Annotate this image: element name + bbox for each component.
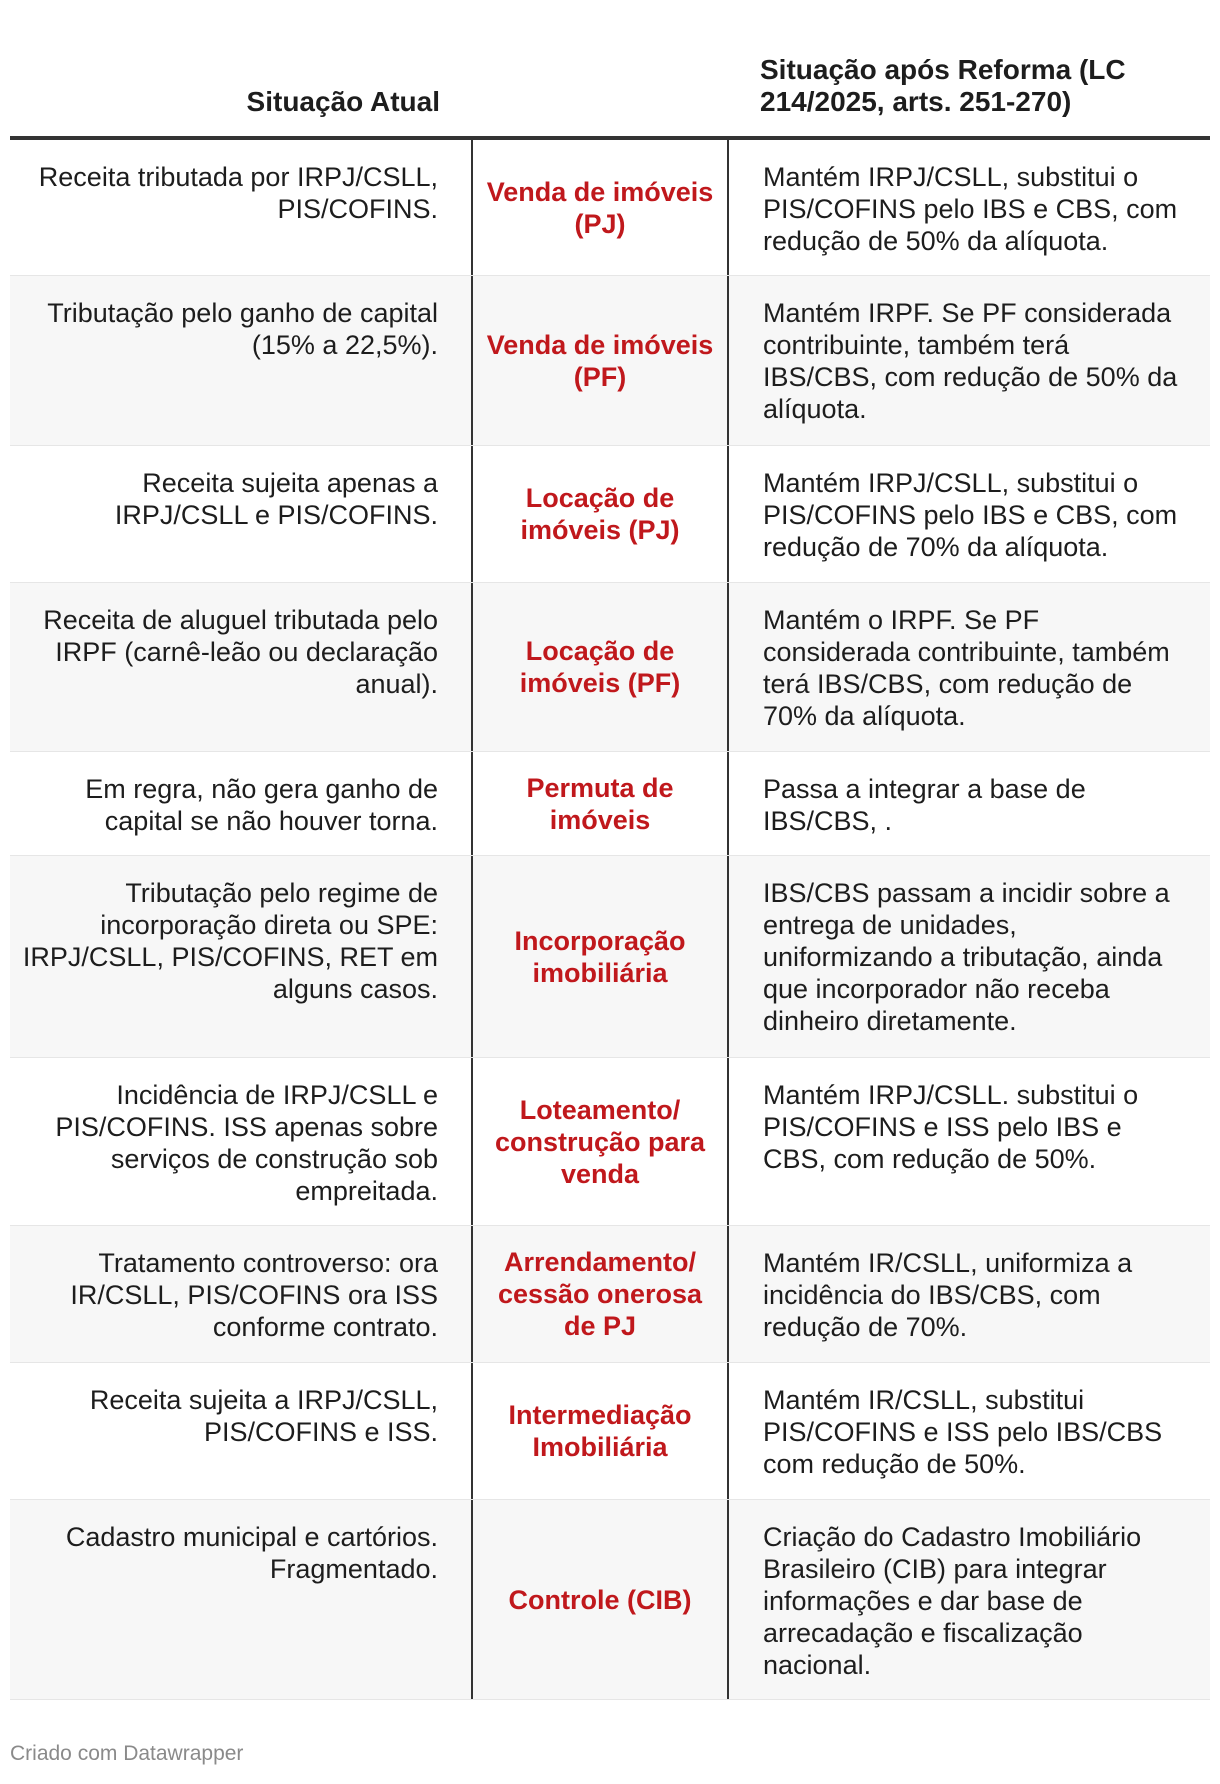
table-row (10, 1500, 1210, 1700)
after-reform-cell: Mantém o IRPF. Se PF considerada contribuinte, também terá IBS/CBS, com redução de 70% da alíquota. (763, 605, 1170, 731)
current-situation-cell: Receita tributada por IRPJ/CSLL, PIS/COFINS. (10, 140, 473, 275)
header-after-reform: Situação após Reforma (LC 214/2025, arts. 251-270) (760, 54, 1126, 117)
after-reform-cell: Mantém IRPF. Se PF considerada contribuinte, também terá IBS/CBS, com redução de 50% da alíquota. (763, 298, 1178, 424)
current-situation-cell: Tributação pelo regime de incorporação direta ou SPE: IRPJ/CSLL, PIS/COFINS, RET em alguns casos. (10, 856, 473, 1057)
category-cell: Permuta de imóveis (473, 752, 729, 855)
table-row (10, 752, 1210, 856)
table-header (10, 0, 1210, 140)
after-reform-cell: Mantém IRPJ/CSLL. substitui o PIS/COFINS e ISS pelo IBS e CBS, com redução de 50%. (763, 1080, 1139, 1174)
table-row (10, 1058, 1210, 1226)
current-situation-cell: Receita sujeita a IRPJ/CSLL, PIS/COFINS e ISS. (10, 1363, 473, 1499)
category-cell: Controle (CIB) (473, 1500, 729, 1699)
category-cell: Locação de imóveis (PJ) (473, 446, 729, 582)
table-row (10, 583, 1210, 752)
category-cell: Arrendamento/ cessão onerosa de PJ (473, 1226, 729, 1362)
after-reform-cell: Mantém IR/CSLL, uniformiza a incidência do IBS/CBS, com redução de 70%. (763, 1248, 1133, 1342)
datawrapper-credit: Criado com Datawrapper (10, 1742, 244, 1765)
current-situation-cell: Em regra, não gera ganho de capital se não houver torna. (10, 752, 473, 855)
category-cell: Venda de imóveis (PJ) (473, 140, 729, 275)
table-row (10, 276, 1210, 446)
category-cell: Locação de imóveis (PF) (473, 583, 729, 751)
after-reform-cell: Passa a integrar a base de IBS/CBS, . (763, 774, 1086, 836)
category-cell: Loteamento/ construção para venda (473, 1058, 729, 1225)
table-row (10, 446, 1210, 583)
after-reform-cell: Mantém IRPJ/CSLL, substitui o PIS/COFINS pelo IBS e CBS, com redução de 70% da alíquota. (763, 468, 1178, 562)
current-situation-cell: Receita sujeita apenas a IRPJ/CSLL e PIS/COFINS. (10, 446, 473, 582)
category-cell: Incorporação imobiliária (473, 856, 729, 1057)
table-row (10, 140, 1210, 276)
current-situation-cell: Tributação pelo ganho de capital (15% a 22,5%). (10, 276, 473, 445)
after-reform-cell: Criação do Cadastro Imobiliário Brasileiro (CIB) para integrar informações e dar base de arrecadação e fiscalização nacional. (763, 1522, 1142, 1680)
current-situation-cell: Receita de aluguel tributada pelo IRPF (carnê-leão ou declaração anual). (10, 583, 473, 751)
current-situation-cell: Incidência de IRPJ/CSLL e PIS/COFINS. ISS apenas sobre serviços de construção sob empreitada. (10, 1058, 473, 1225)
header-current-situation: Situação Atual (246, 86, 440, 117)
category-cell: Venda de imóveis (PF) (473, 276, 729, 445)
current-situation-cell: Tratamento controverso: ora IR/CSLL, PIS/COFINS ora ISS conforme contrato. (10, 1226, 473, 1362)
category-cell: Intermediação Imobiliária (473, 1363, 729, 1499)
after-reform-cell: Mantém IR/CSLL, substitui PIS/COFINS e ISS pelo IBS/CBS com redução de 50%. (763, 1385, 1163, 1479)
after-reform-cell: Mantém IRPJ/CSLL, substitui o PIS/COFINS pelo IBS e CBS, com redução de 50% da alíquota. (763, 162, 1178, 256)
current-situation-cell: Cadastro municipal e cartórios. Fragmentado. (10, 1500, 473, 1699)
after-reform-cell: IBS/CBS passam a incidir sobre a entrega de unidades, uniformizando a tributação, ainda que incorporador não receba dinheiro diretamente. (763, 878, 1170, 1036)
table-row (10, 856, 1210, 1058)
comparison-table (10, 0, 1210, 1700)
table-row (10, 1226, 1210, 1363)
table-row (10, 1363, 1210, 1500)
